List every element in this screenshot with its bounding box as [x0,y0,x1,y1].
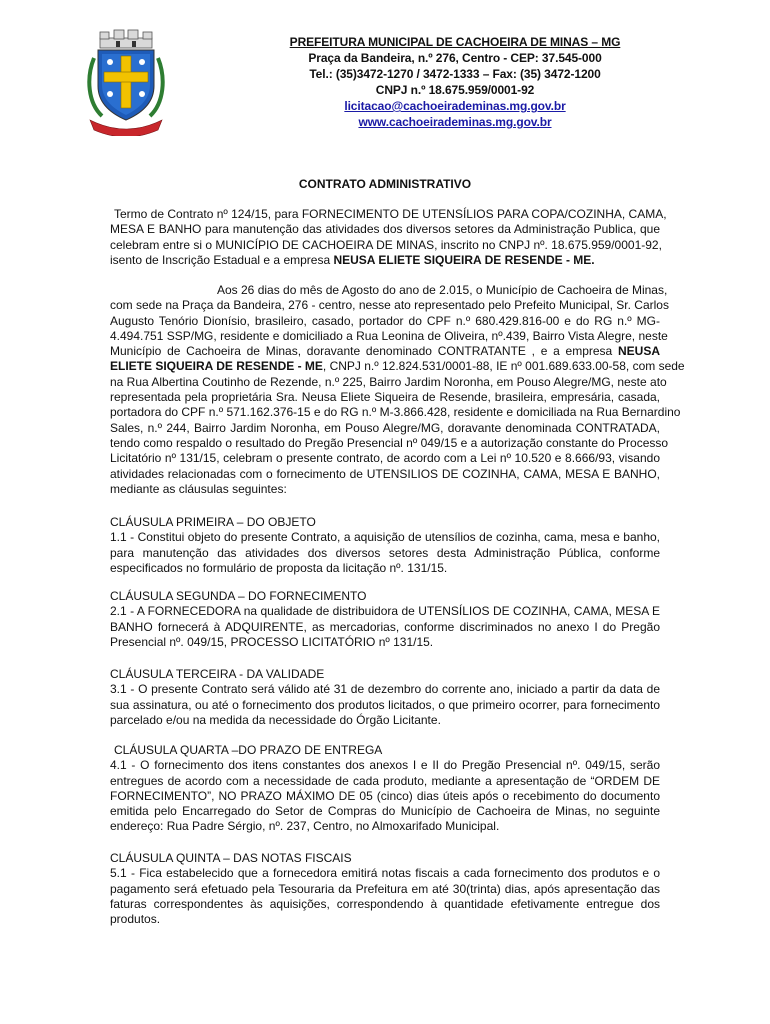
clause-line: parcelado e/ou na medida da necessidade do Órgão Licitante. [110,712,441,727]
preamble-line: Sales, n.º 244, Bairro Jardim Noronha, em Pouso Alegre/MG, doravante denominada CONTRATADA, [110,420,660,435]
preamble-paragraph [110,283,685,497]
clause-line: FORNECIMENTO”, NO PRAZO MÁXIMO DE 05 (cinco) dias úteis após o recebimento do documento [110,788,660,803]
preamble-line: Licitatório nº 131/15, celebram o presente contrato, de acordo com a Lei nº 10.520 e 8.666/93, visando [110,451,660,466]
preamble-line [110,359,685,374]
intro-paragraph [110,207,667,268]
header-title: PREFEITURA MUNICIPAL DE CACHOEIRA DE MINAS – MG [289,35,621,49]
clause-line: BANHO fornecerá à ADQUIRENTE, as mercadorias, conforme discriminados no anexo I do Pregão [110,619,660,634]
header-phone: Tel.: (35)3472-1270 / 3472-1333 – Fax: (35) 3472-1200 [309,67,601,81]
clause-heading: CLÁUSULA QUINTA – DAS NOTAS FISCAIS [110,851,352,865]
header-email-link[interactable]: licitacao@cachoeirademinas.mg.gov.br [344,99,566,113]
document-title: CONTRATO ADMINISTRATIVO [298,177,472,191]
clause-line: Presencial nº. 049/15, PROCESSO LICITATÓRIO nº 131/15. [110,634,434,649]
clause-line: especificados no formulário de proposta da licitação nº. 131/15. [110,560,448,575]
clause-line: faturas correspondentes às aquisições, correspondendo à quantidade efetivamente entregue dos [110,896,660,911]
intro-line: Termo de Contrato nº 124/15, para FORNECIMENTO DE UTENSÍLIOS PARA COPA/COZINHA, CAMA, [114,207,667,221]
clause-first [110,515,660,576]
municipal-crest-icon [86,28,166,136]
clause-second [110,589,660,650]
clause-fourth [110,743,660,835]
contractor-name: ELIETE SIQUEIRA DE RESENDE - ME [110,359,323,374]
preamble-line: mediante as cláusulas seguintes: [110,481,287,496]
preamble-line: na Rua Albertina Coutinho de Rezende, n.º 225, Bairro Jardim Noronha, em Pouso Alegre/MG, neste ato [110,374,667,389]
intro-text: isento de Inscrição Estadual e a empresa [110,252,334,267]
clause-fifth [110,851,660,927]
header-website-link[interactable]: www.cachoeirademinas.mg.gov.br [358,115,552,129]
preamble-line: representada pela proprietária Sra. Neusa Eliete Siqueira de Resende, brasileira, empresária, casada, [110,390,660,405]
clause-line: 1.1 - Constitui objeto do presente Contrato, a aquisição de utensílios de cozinha, cama, mesa e banho, [110,530,660,545]
intro-line: MESA E BANHO para manutenção das atividades dos diversos setores da Administração Publica, que [110,222,660,237]
clause-line: 2.1 - A FORNECEDORA na qualidade de distribuidora de UTENSÍLIOS DE COZINHA, CAMA, MESA E [110,604,660,619]
clause-line: 3.1 - O presente Contrato será válido até 31 de dezembro do corrente ano, iniciado a partir da data de [110,682,660,697]
clause-line: 4.1 - O fornecimento dos itens constantes dos anexos I e II do Pregão Presencial nº. 049/15, serão [110,758,660,773]
clause-third [110,667,660,728]
clause-heading: CLÁUSULA TERCEIRA - DA VALIDADE [110,667,325,681]
clause-heading: CLÁUSULA PRIMEIRA – DO OBJETO [110,515,316,529]
preamble-line: com sede na Praça da Bandeira, 276 - centro, nesse ato representado pelo Prefeito Municipal, Sr. Carlos [110,298,669,313]
clause-line: para manutenção das atividades dos diversos setores desta Administração Pública, conforme [110,545,660,560]
clause-line: entregues de acordo com a necessidade de cada produto, mediante a apresentação de “ORDEM DE [110,773,660,788]
preamble-line: 4.494.751 SSP/MG, residente e domiciliado a Rua Leonina de Oliveira, nº.439, Bairro Vista Alegre, neste [110,328,668,343]
clause-line: emitida pelo Encarregado do Setor de Compras do Município de Cachoeira de Minas, no seguinte [110,804,660,819]
preamble-text: , CNPJ n.º 12.824.531/0001-88, IE nº 001.689.633.00-58, com sede [322,359,685,374]
clause-line: endereço: Rua Padre Sérgio, nº. 237, Centro, no Almoxarifado Municipal. [110,819,500,834]
preamble-line: Augusto Tenório Dionísio, brasileiro, casado, portador do CPF n.º 680.429.816-00 e do RG n.º MG- [110,313,660,328]
intro-line [110,253,660,268]
clause-line: produtos. [110,912,161,927]
preamble-line: atividades relacionadas com o fornecimento de UTENSILIOS DE COZINHA, CAMA, MESA E BANHO, [110,466,660,481]
clause-line: sua assinatura, ou até o fornecimento dos produtos licitados, o que primeiro ocorrer, para fornecimento [110,697,660,712]
clause-line: 5.1 - Fica estabelecido que a fornecedora emitirá notas fiscais a cada fornecimento dos produtos e o [110,866,660,881]
letterhead [270,34,640,130]
contractor-name: NEUSA [617,344,660,359]
header-address: Praça da Bandeira, n.º 276, Centro - CEP: 37.545-000 [308,51,602,65]
clause-heading: CLÁUSULA QUARTA –DO PRAZO DE ENTREGA [114,743,383,757]
clause-heading: CLÁUSULA SEGUNDA – DO FORNECIMENTO [110,589,367,603]
contractor-name: NEUSA ELIETE SIQUEIRA DE RESENDE - ME. [333,252,595,267]
preamble-line [110,344,660,359]
intro-line: celebram entre si o MUNICÍPIO DE CACHOEIRA DE MINAS, inscrito no CNPJ nº. 18.675.959/0001-92, [110,237,662,252]
preamble-line: Aos 26 dias do mês de Agosto do ano de 2.015, o Município de Cachoeira de Minas, [217,283,668,297]
preamble-line: portadora do CPF n.º 571.162.376-15 e do RG n.º M-3.866.428, residente e domiciliada na Rua Bernardino [110,405,681,420]
preamble-text: Município de Cachoeira de Minas, doravante denominado CONTRATANTE , e a empresa [110,344,618,359]
preamble-line: tendo como respaldo o resultado do Pregão Presencial nº 049/15 e a autorização constante do Processo [110,435,669,450]
clause-line: pagamento será efetuado pela Tesouraria da Prefeitura em até 30(trinta) dias, após apresentação das [110,881,660,896]
header-cnpj: CNPJ n.º 18.675.959/0001-92 [375,83,535,97]
